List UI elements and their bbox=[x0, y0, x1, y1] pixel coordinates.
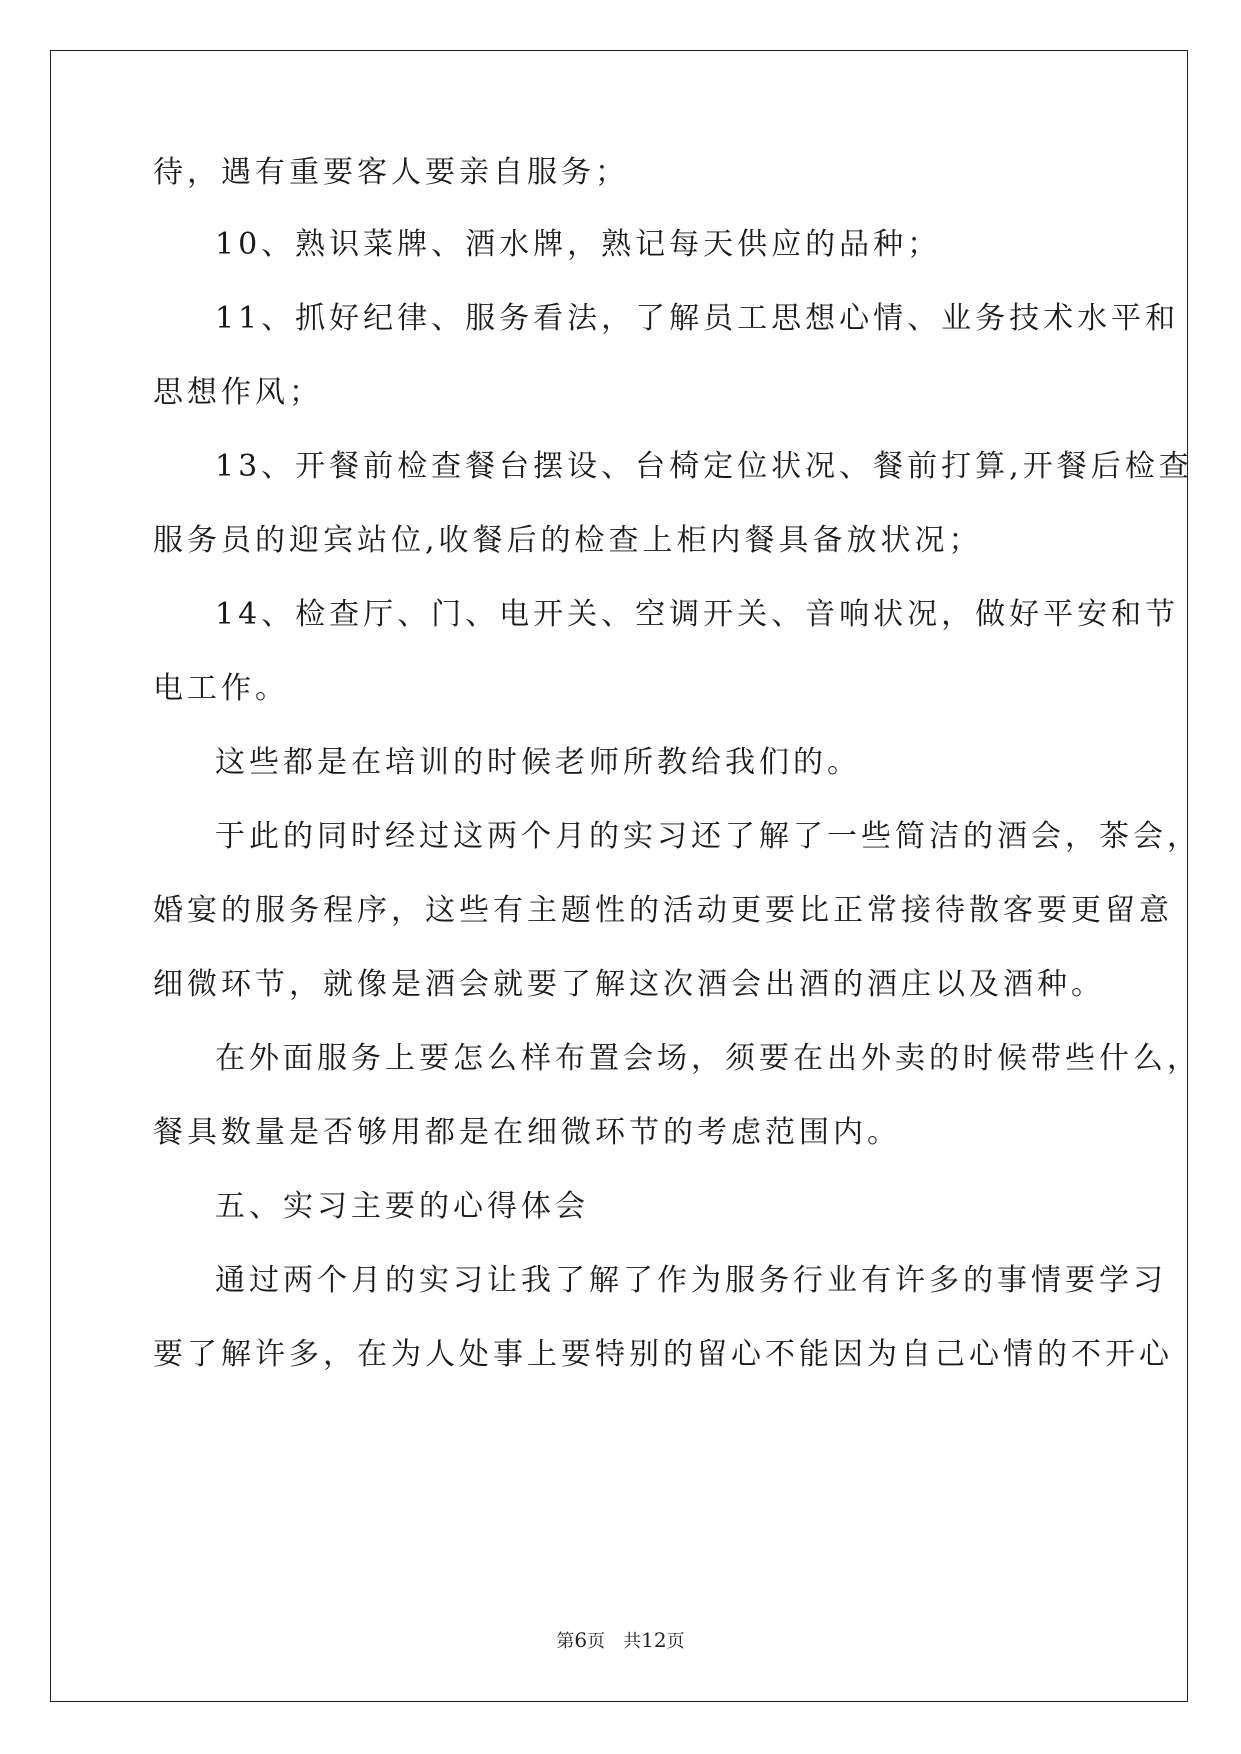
text-line: 服务员的迎宾站位,收餐后的检查上柜内餐具备放状况； bbox=[153, 523, 983, 558]
text-line: 14、检查厅、门、电开关、空调开关、音响状况，做好平安和节 bbox=[215, 597, 1180, 632]
text-line: 13、开餐前检查餐台摆设、台椅定位状况、餐前打算,开餐后检查 bbox=[215, 449, 1193, 484]
text-line: 11、抓好纪律、服务看法，了解员工思想心情、业务技术水平和 bbox=[215, 301, 1180, 336]
page-border bbox=[50, 50, 1188, 1702]
total-prefix: 共 bbox=[623, 1631, 642, 1652]
section-heading: 五、实习主要的心得体会 bbox=[215, 1189, 589, 1224]
page-number: 6 bbox=[574, 1628, 588, 1652]
text-line: 餐具数量是否够用都是在细微环节的考虑范围内。 bbox=[153, 1115, 901, 1150]
total-suffix: 页 bbox=[666, 1631, 685, 1652]
text-line: 在外面服务上要怎么样布置会场，须要在出外卖的时候带些什么， bbox=[215, 1041, 1201, 1076]
page-prefix: 第 bbox=[556, 1631, 575, 1652]
text-line: 要了解许多，在为人处事上要特别的留心不能因为自己心情的不开心 bbox=[153, 1337, 1173, 1372]
total-pages: 12 bbox=[641, 1628, 667, 1652]
page-suffix: 页 bbox=[587, 1631, 606, 1652]
text-line: 细微环节，就像是酒会就要了解这次酒会出酒的酒庄以及酒种。 bbox=[153, 967, 1105, 1002]
text-line: 这些都是在培训的时候老师所教给我们的。 bbox=[215, 745, 861, 780]
text-line: 通过两个月的实习让我了解了作为服务行业有许多的事情要学习 bbox=[215, 1263, 1167, 1298]
text-line: 思想作风； bbox=[153, 375, 323, 410]
text-line: 于此的同时经过这两个月的实习还了解了一些简洁的酒会，茶会， bbox=[215, 819, 1201, 854]
text-line: 电工作。 bbox=[153, 671, 289, 706]
text-line: 婚宴的服务程序，这些有主题性的活动更要比正常接待散客要更留意 bbox=[153, 893, 1173, 928]
text-line: 10、熟识菜牌、酒水牌，熟记每天供应的品种； bbox=[215, 227, 942, 262]
text-line: 待，遇有重要客人要亲自服务； bbox=[153, 155, 629, 190]
page-footer bbox=[0, 1627, 1241, 1653]
